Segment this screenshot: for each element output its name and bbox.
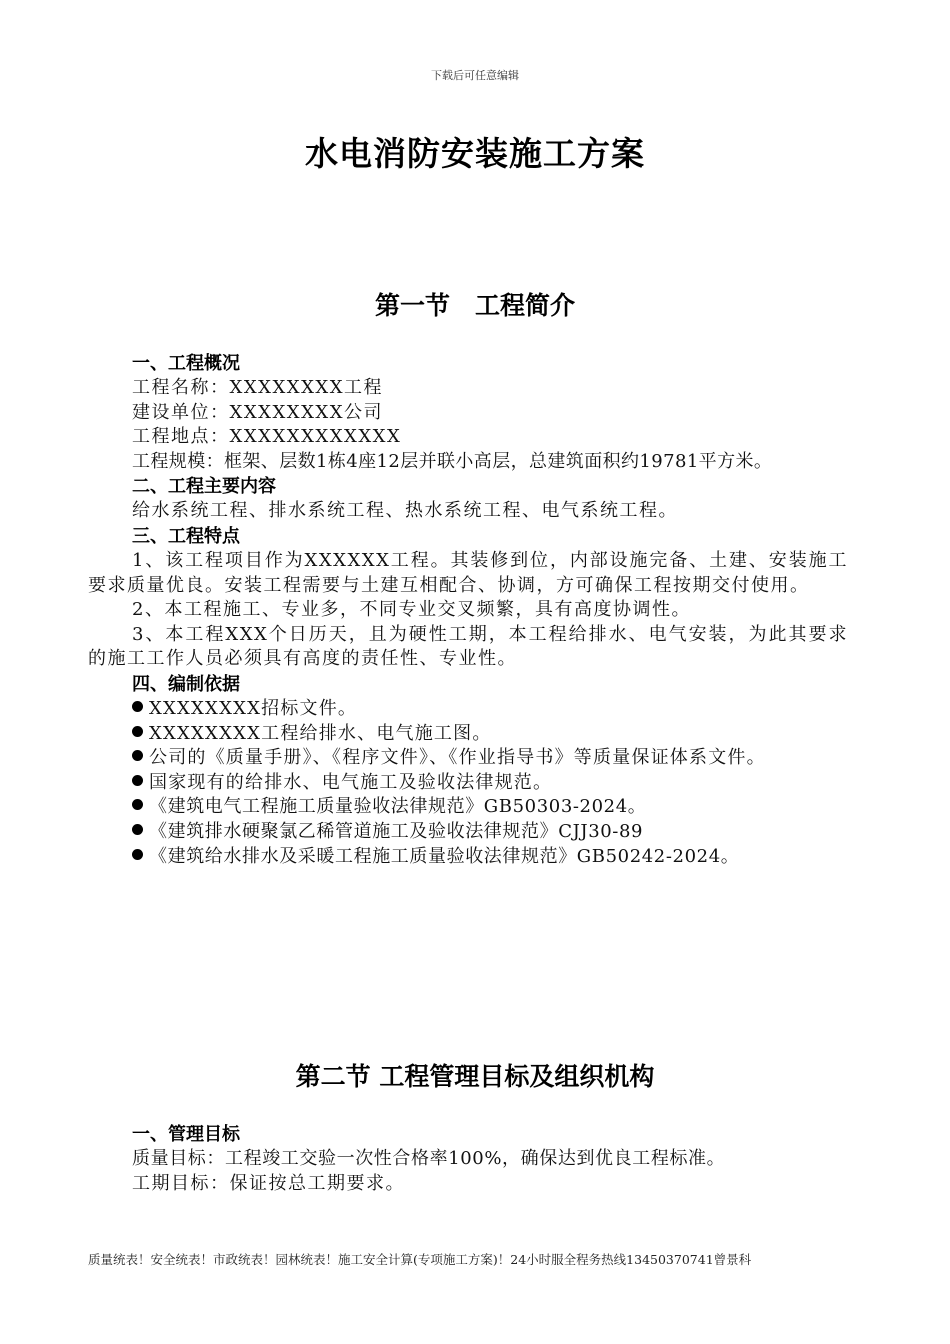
bullet-dot-icon <box>132 701 143 712</box>
section-2-title: 第二节 工程管理目标及组织机构 <box>295 1062 655 1091</box>
basis-item: 公司的《质量手册》、《程序文件》、《作业指导书》等质量保证体系文件。 <box>88 746 848 771</box>
header-note: 下载后可任意编辑 <box>431 69 519 82</box>
project-site: 工程地点：XXXXXXXXXXXX <box>132 426 402 448</box>
bullet-dot-icon <box>132 799 143 810</box>
bullet-dot-icon <box>132 726 143 737</box>
basis-item: 《建筑排水硬聚氯乙稀管道施工及验收法律规范》CJJ30-89 <box>88 820 848 845</box>
section-1-body <box>88 351 848 869</box>
bullet-dot-icon <box>132 849 143 860</box>
bullet-dot-icon <box>132 824 143 835</box>
feature-3: 3、本工程XXX个日历天，且为硬性工期，本工程给排水、电气安装，为此其要求的施工工作人员必须具有高度的责任性、专业性。 <box>88 623 848 670</box>
basis-item: XXXXXXXX工程给排水、电气施工图。 <box>88 722 848 747</box>
document-title: 水电消防安装施工方案 <box>305 134 645 173</box>
heading-main-content: 二、工程主要内容 <box>132 476 276 498</box>
section-2-body <box>88 1122 848 1196</box>
basis-item: 《建筑电气工程施工质量验收法律规范》GB50303-2024。 <box>88 795 848 820</box>
project-name: 工程名称：XXXXXXXX工程 <box>132 377 384 398</box>
heading-project-overview: 一、工程概况 <box>132 353 240 374</box>
project-scale: 工程规模：框架、层数1栋4座12层并联小高层，总建筑面积约19781平方米。 <box>132 450 773 472</box>
heading-features: 三、工程特点 <box>132 525 240 547</box>
basis-item: 国家现有的给排水、电气施工及验收法律规范。 <box>88 771 848 796</box>
project-builder: 建设单位：XXXXXXXX公司 <box>132 401 384 423</box>
heading-basis: 四、编制依据 <box>132 673 240 695</box>
quality-goal: 质量目标：工程竣工交验一次性合格率100%，确保达到优良工程标准。 <box>132 1148 726 1169</box>
feature-2: 2、本工程施工、专业多，不同专业交叉频繁，具有高度协调性。 <box>132 599 691 621</box>
main-content-text: 给水系统工程、排水系统工程、热水系统工程、电气系统工程。 <box>132 500 678 522</box>
bullet-dot-icon <box>132 775 143 786</box>
heading-management-goals: 一、管理目标 <box>132 1124 240 1145</box>
page-footer: 质量统表！安全统表！市政统表！园林统表！施工安全计算(专项施工方案)！24小时服全程务热线13450370741曾景科 <box>88 1252 752 1267</box>
bullet-dot-icon <box>132 750 143 761</box>
section-1-title: 第一节 工程简介 <box>374 291 575 320</box>
basis-item: 《建筑给水排水及采暖工程施工质量验收法律规范》GB50242-2024。 <box>88 845 848 870</box>
basis-item: XXXXXXXX招标文件。 <box>88 697 848 722</box>
feature-1: 1、该工程项目作为XXXXXX工程。其装修到位，内部设施完备、土建、安装施工要求质量优良。安装工程需要与土建互相配合、协调，方可确保工程按期交付使用。 <box>88 549 848 596</box>
schedule-goal: 工期目标：保证按总工期要求。 <box>132 1172 405 1194</box>
